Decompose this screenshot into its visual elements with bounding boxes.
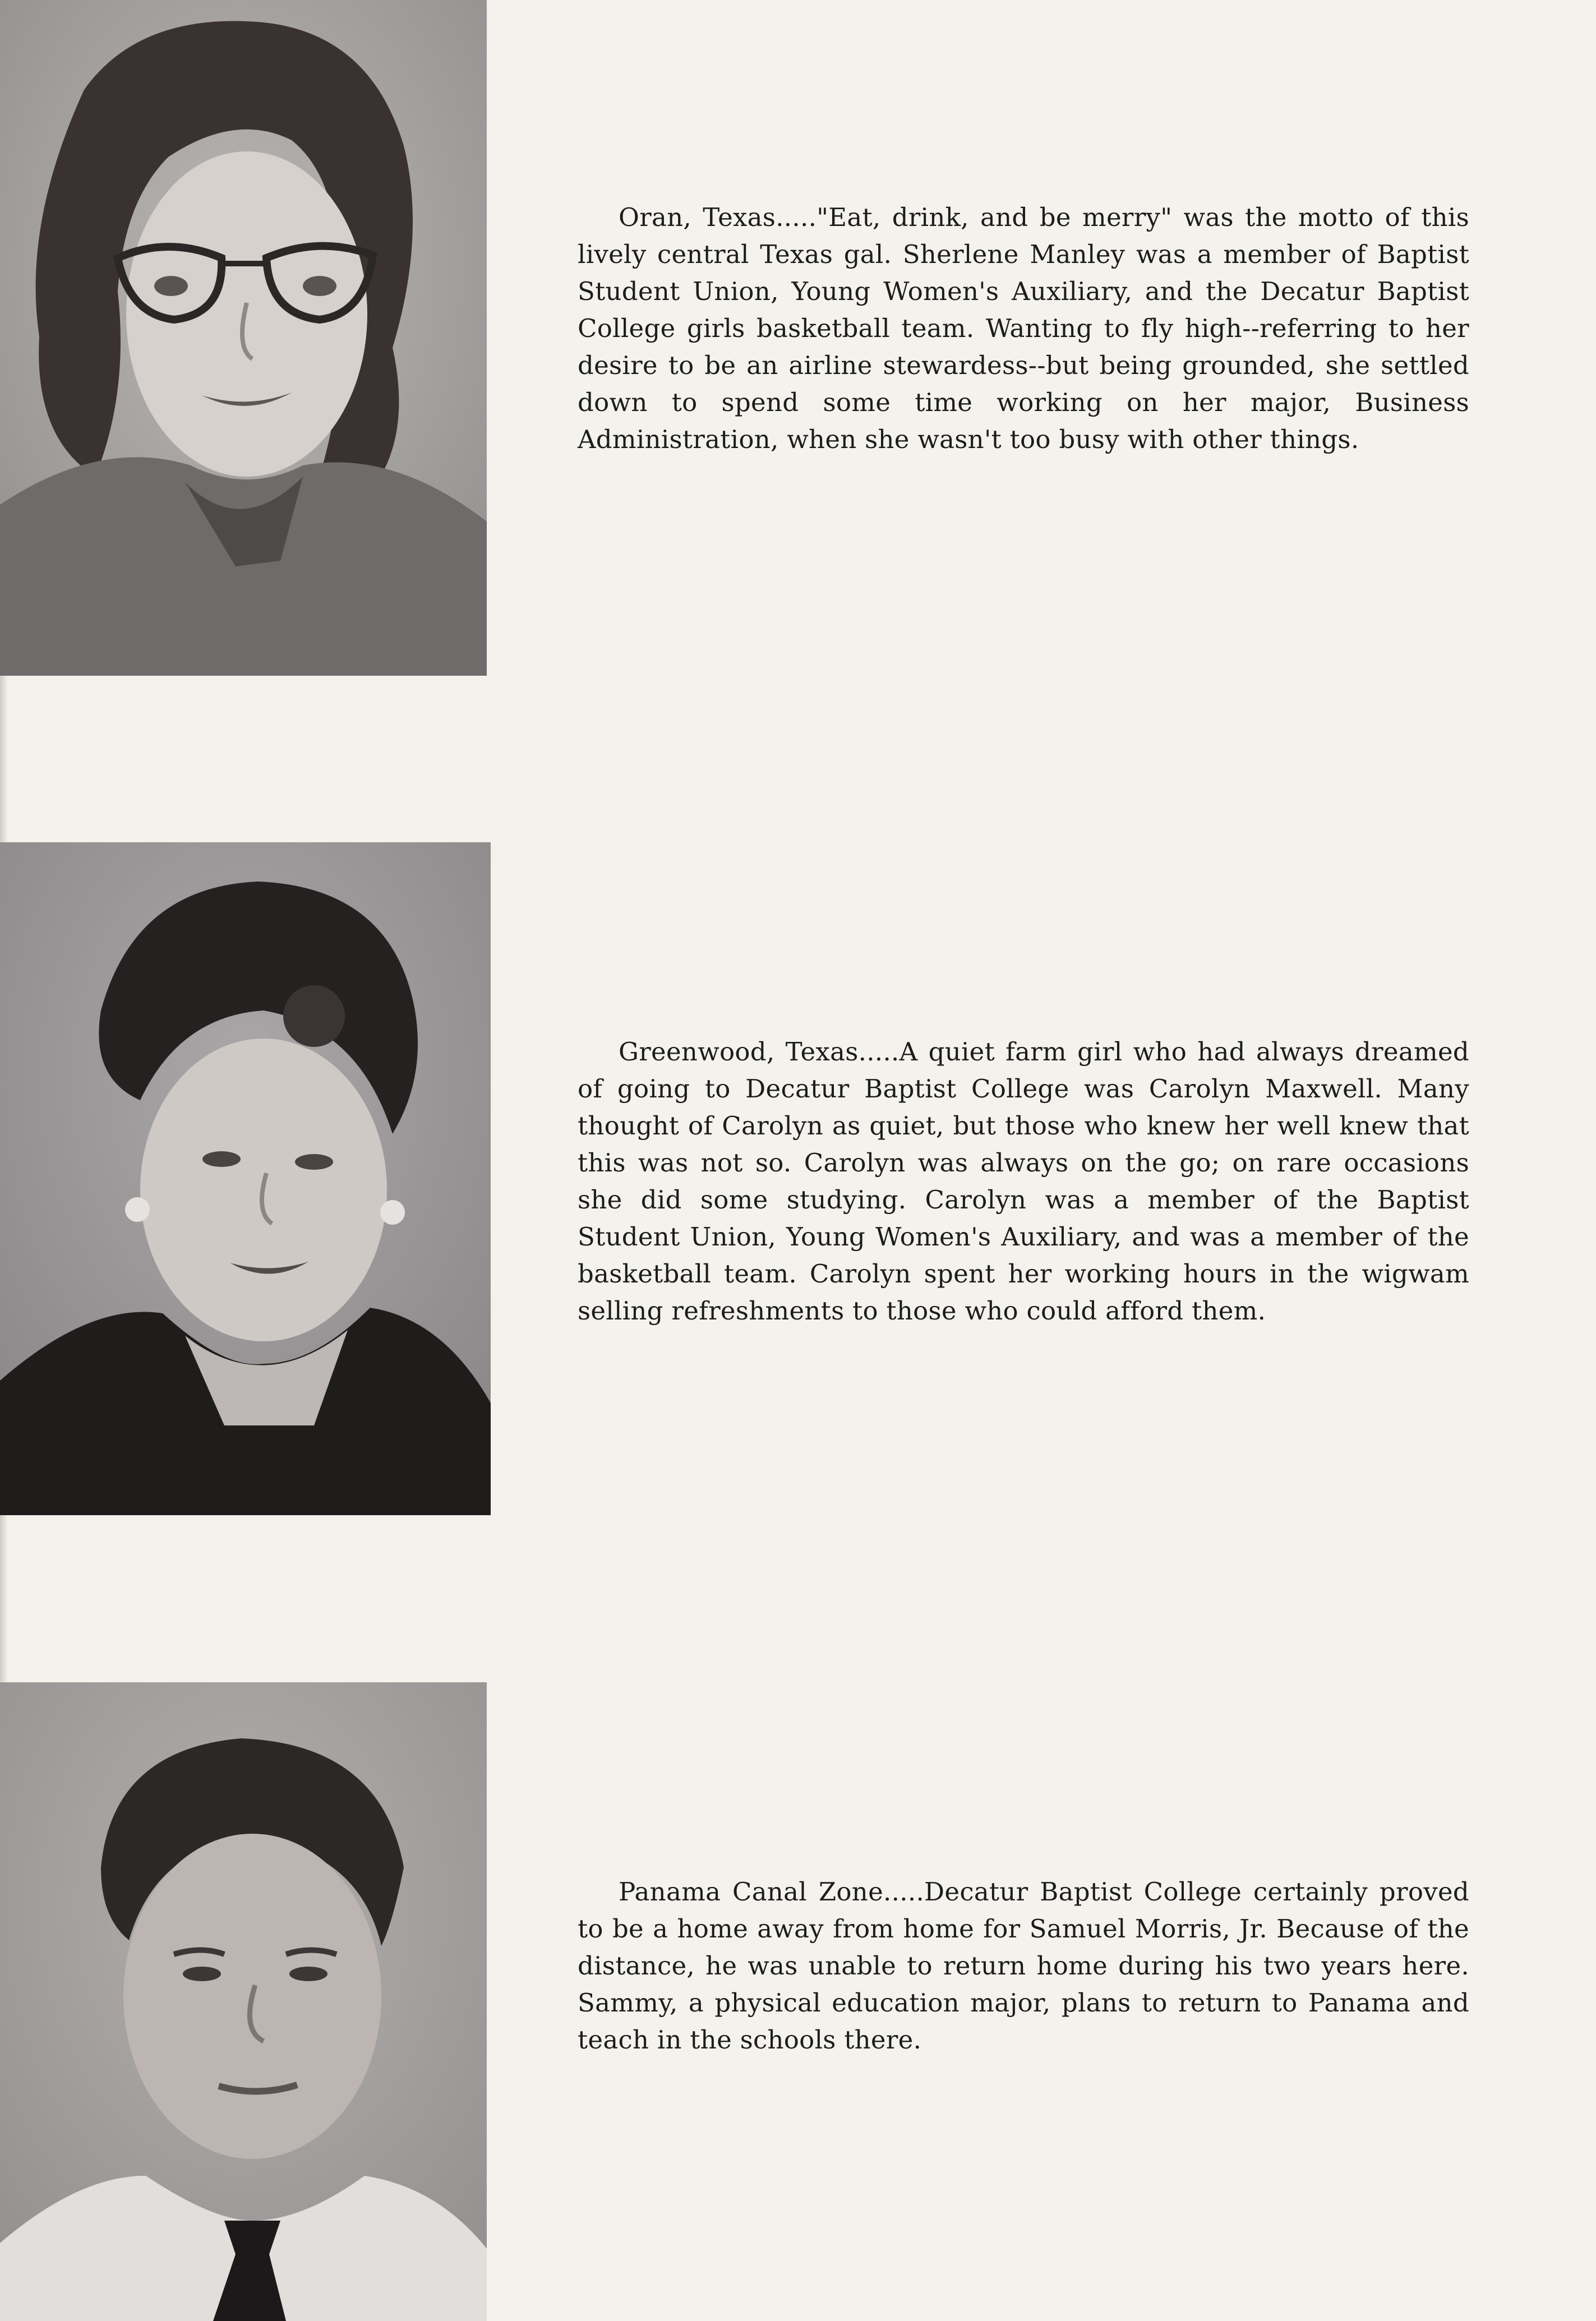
student-bio-3: Panama Canal Zone.....Decatur Baptist College certainly proved to be a home away from home for Samuel Morris, Jr. Because of the distance, he was unable to return home during his two years here. Sammy, a physical education major, plans to return to Panama and teach in the schools there. xyxy=(578,1877,1469,2055)
student-bio-1: Oran, Texas....."Eat, drink, and be merry" was the motto of this lively central Texas gal. Sherlene Manley was a member of Baptist Student Union, Young Women's Auxiliary, and the Decatur Baptist College girls basketball team. Wanting to fly high--referring to her desire to be an airline stewardess--but being grounded, she settled down to spend some time working on her major, Business Administration, when she wasn't too busy with other things. xyxy=(578,202,1469,454)
portrait-photo-1 xyxy=(0,0,487,676)
portrait-photo-2 xyxy=(0,842,491,1515)
student-bio-2: Greenwood, Texas.....A quiet farm girl who had always dreamed of going to Decatur Baptist College was Carolyn Maxwell. Many thought of Carolyn as quiet, but those who knew her well knew that this was not so. Carolyn was always on the go; on rare occasions she did some studying. Carolyn was a member of the Baptist Student Union, Young Women's Auxiliary, and was a member of the basketball team. Carolyn spent her working hours in the wigwam selling refreshments to those who could afford them. xyxy=(578,1037,1469,1326)
portrait-photo-3 xyxy=(0,1682,487,2321)
